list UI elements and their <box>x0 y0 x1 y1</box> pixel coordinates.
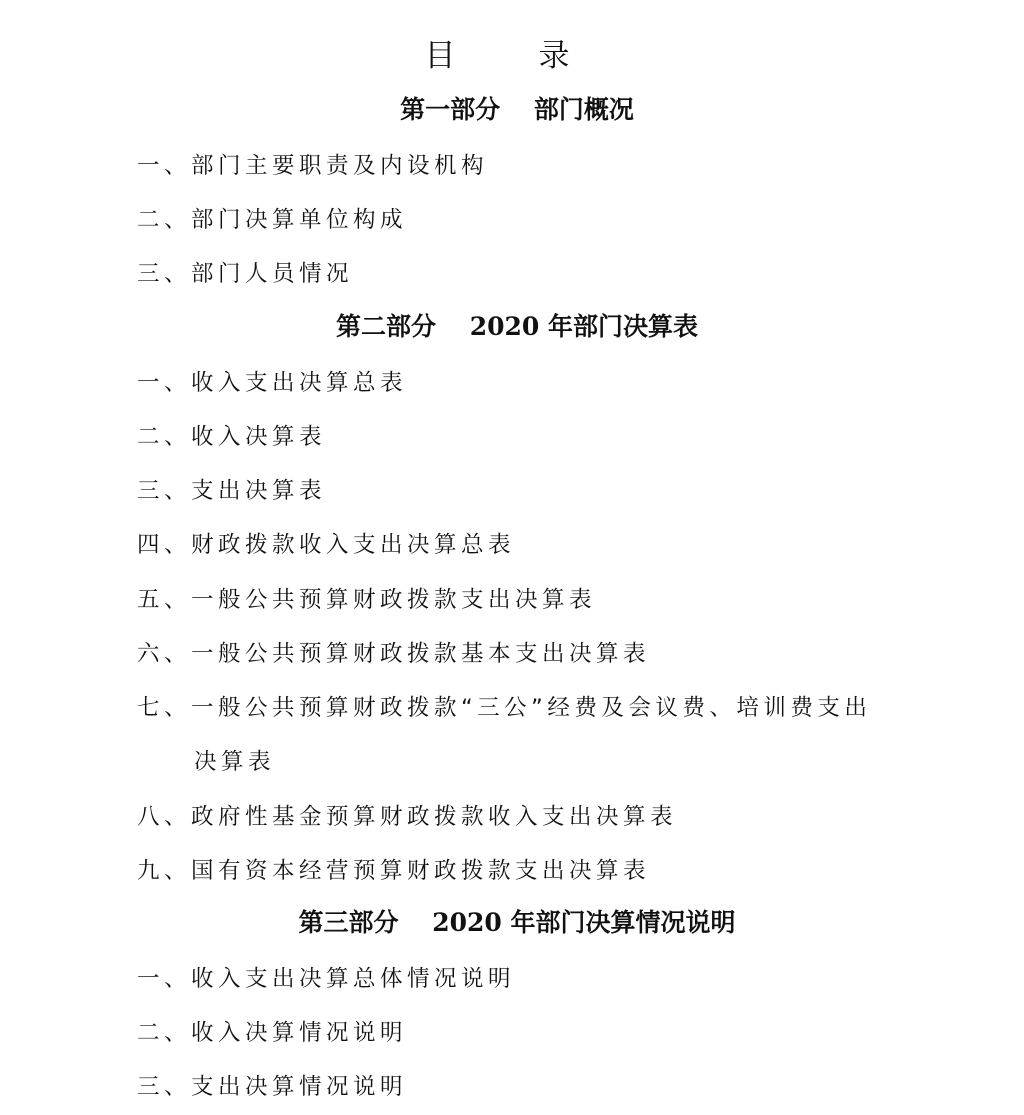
toc-item-continuation: 决算表 <box>194 749 276 775</box>
toc-item: 七、一般公共预算财政拨款“三公”经费及会议费、培训费支出 <box>137 695 872 721</box>
toc-item: 三、支出决算表 <box>137 478 327 504</box>
part-heading-3: 第三部分 2020 年部门决算情况说明 <box>298 908 736 937</box>
part-heading-1: 第一部分 部门概况 <box>400 95 634 124</box>
page-title: 目 录 <box>424 38 596 74</box>
toc-item: 三、支出决算情况说明 <box>137 1074 408 1100</box>
toc-item: 九、国有资本经营预算财政拨款支出决算表 <box>137 858 651 884</box>
toc-item: 三、部门人员情况 <box>137 261 354 287</box>
toc-item: 一、部门主要职责及内设机构 <box>137 153 489 179</box>
toc-item: 八、政府性基金预算财政拨款收入支出决算表 <box>137 804 678 830</box>
toc-item: 六、一般公共预算财政拨款基本支出决算表 <box>137 641 651 667</box>
toc-item: 一、收入支出决算总表 <box>137 370 408 396</box>
toc-item: 二、收入决算表 <box>137 424 327 450</box>
toc-item: 二、部门决算单位构成 <box>137 207 408 233</box>
toc-item: 一、收入支出决算总体情况说明 <box>137 966 516 992</box>
toc-item: 五、一般公共预算财政拨款支出决算表 <box>137 587 597 613</box>
part-heading-2: 第二部分 2020 年部门决算表 <box>336 312 698 341</box>
toc-item: 二、收入决算情况说明 <box>137 1020 408 1046</box>
toc-item: 四、财政拨款收入支出决算总表 <box>137 532 516 558</box>
